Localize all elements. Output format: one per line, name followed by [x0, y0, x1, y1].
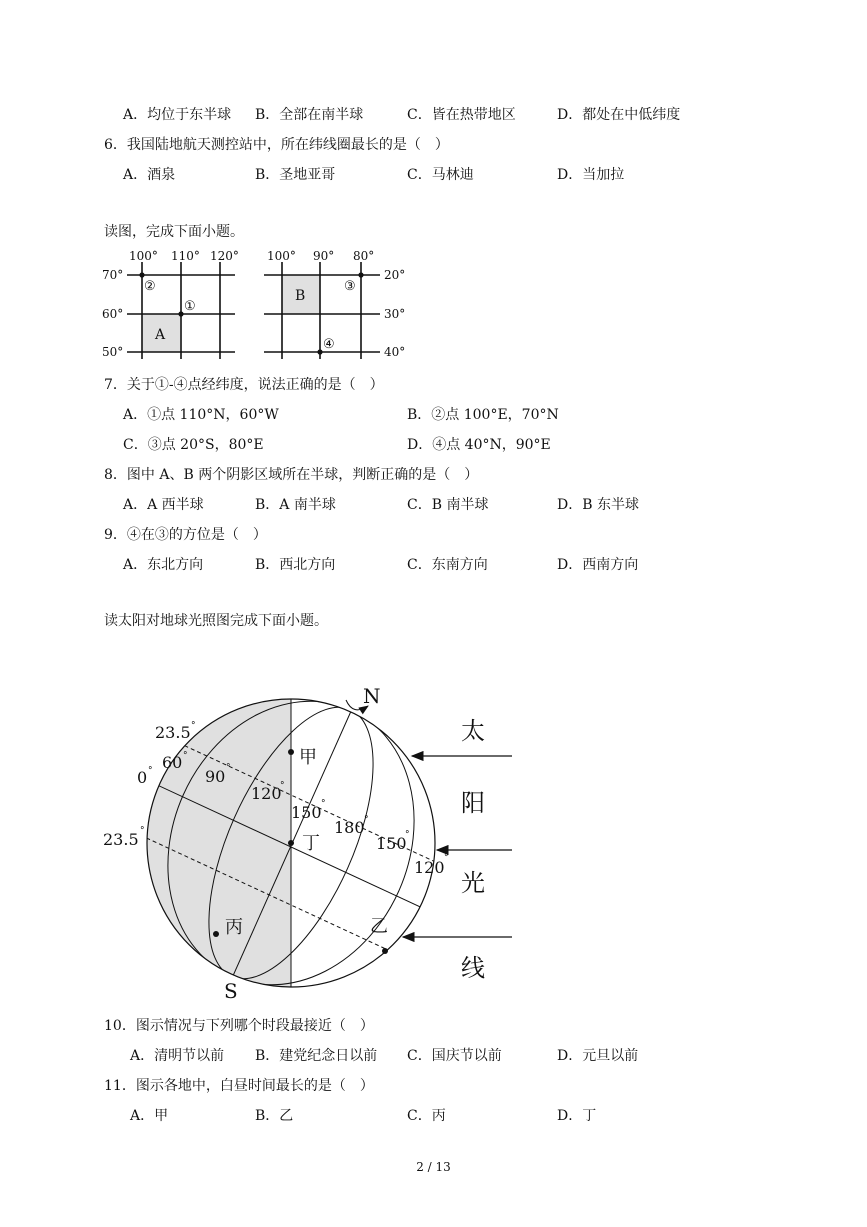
q5-option-b: B．全部在南半球 — [255, 107, 364, 123]
q10-stem: 10．图示情况与下列哪个时段最接近（ ） — [104, 1018, 374, 1034]
lat-label-23-5-north: 23.5 — [155, 723, 191, 742]
left-top-label-120: 120° — [210, 249, 239, 263]
point-4-label: ④ — [323, 337, 335, 352]
q8-option-a: A．A 西半球 — [123, 497, 204, 513]
place-bing-label: 丙 — [225, 917, 243, 938]
point-4-dot — [317, 349, 322, 354]
sunlight-char-1: 太 — [461, 717, 485, 745]
right-top-label-80: 80° — [353, 249, 375, 263]
lat-lon-grid-figure — [100, 244, 420, 366]
place-jia-dot — [288, 749, 294, 755]
lat-label-60: 60 — [162, 753, 183, 772]
left-side-label-50: 50° — [102, 345, 124, 359]
lat-label-0: 0 — [137, 768, 148, 787]
place-yi-label: 乙 — [370, 916, 388, 937]
q9-option-d: D．西南方向 — [557, 557, 639, 573]
right-top-label-100: 100° — [267, 249, 296, 263]
left-top-label-100: 100° — [129, 249, 158, 263]
right-top-label-90: 90° — [313, 249, 335, 263]
lat-degree-5: ° — [140, 826, 145, 836]
place-ding-dot — [288, 840, 294, 846]
q9-stem: 9．④在③的方位是（ ） — [104, 527, 267, 543]
left-side-label-60: 60° — [102, 307, 124, 321]
lat-degree-4: ° — [226, 763, 231, 773]
q6-option-a: A．酒泉 — [123, 167, 176, 183]
place-yi-dot — [382, 948, 388, 954]
point-3-label: ③ — [344, 279, 356, 294]
q5-option-d: D．都处在中低纬度 — [557, 107, 681, 123]
q11-option-d: D．丁 — [557, 1108, 597, 1124]
left-top-label-110: 110° — [171, 249, 200, 263]
q6-option-b: B．圣地亚哥 — [255, 167, 336, 183]
lat-degree-1: ° — [191, 721, 196, 731]
place-bing-dot — [213, 931, 219, 937]
page-number: 2 / 13 — [416, 1160, 451, 1174]
lat-label-23-5-south: 23.5 — [103, 830, 139, 849]
q6-stem: 6．我国陆地航天测控站中，所在纬线圈最长的是（ ） — [104, 137, 449, 153]
north-pole-label: N — [363, 684, 381, 708]
lon-label-150-right: 150 — [376, 834, 407, 853]
q10-option-b: B．建党纪念日以前 — [255, 1048, 378, 1064]
q9-option-a: A．东北方向 — [123, 557, 204, 573]
sunlight-char-2: 阳 — [461, 789, 485, 817]
region-a-label: A — [155, 327, 166, 343]
q11-stem: 11．图示各地中，白昼时间最长的是（ ） — [104, 1078, 374, 1094]
q8-option-d: D．B 东半球 — [557, 497, 639, 513]
lon-label-120-left: 120 — [251, 784, 282, 803]
sunlight-char-4: 线 — [461, 954, 485, 982]
point-2-dot — [139, 272, 144, 277]
lon-degree-5: ° — [444, 853, 449, 863]
q7-option-a: A．①点 110°N，60°W — [123, 407, 279, 423]
q7-option-c: C．③点 20°S，80°E — [123, 437, 264, 453]
lon-degree-1: ° — [280, 781, 285, 791]
place-ding-label: 丁 — [302, 833, 320, 854]
lon-label-150-left: 150 — [291, 803, 322, 822]
earth-illumination-figure — [95, 680, 525, 1010]
point-1-dot — [178, 311, 183, 316]
q7-stem: 7．关于①-④点经纬度，说法正确的是（ ） — [104, 377, 384, 393]
lon-label-180: 180 — [334, 818, 365, 837]
right-side-label-30: 30° — [384, 307, 406, 321]
q7-option-d: D．④点 40°N，90°E — [407, 437, 551, 453]
lon-degree-3: ° — [364, 815, 369, 825]
q11-option-b: B．乙 — [255, 1108, 294, 1124]
q9-option-b: B．西北方向 — [255, 557, 336, 573]
right-side-label-40: 40° — [384, 345, 406, 359]
q10-option-d: D．元旦以前 — [557, 1048, 639, 1064]
q8-stem: 8．图中 A、B 两个阴影区域所在半球，判断正确的是（ ） — [104, 467, 479, 483]
q10-option-a: A．清明节以前 — [130, 1048, 225, 1064]
lon-degree-4: ° — [405, 830, 410, 840]
q9-option-c: C．东南方向 — [407, 557, 488, 573]
point-1-label: ① — [184, 299, 196, 314]
q8-option-c: C．B 南半球 — [407, 497, 489, 513]
region-b-label: B — [295, 288, 306, 304]
sunlight-char-3: 光 — [461, 869, 485, 897]
point-2-label: ② — [144, 279, 156, 294]
lon-label-120-right: 120 — [414, 858, 445, 877]
left-side-label-70: 70° — [102, 268, 124, 282]
lat-degree-2: ° — [183, 751, 188, 761]
q11-option-a: A．甲 — [130, 1108, 169, 1124]
lat-label-90: 90 — [205, 767, 226, 786]
q6-option-d: D．当加拉 — [557, 167, 625, 183]
q11-option-c: C．丙 — [407, 1108, 446, 1124]
q5-option-c: C．皆在热带地区 — [407, 107, 516, 123]
q10-option-c: C．国庆节以前 — [407, 1048, 502, 1064]
intro-grid: 读图，完成下面小题。 — [104, 224, 244, 240]
q7-option-b: B．②点 100°E，70°N — [407, 407, 559, 423]
point-3-dot — [358, 272, 363, 277]
q5-option-a: A．均位于东半球 — [123, 107, 232, 123]
south-pole-label: S — [224, 979, 238, 1003]
right-side-label-20: 20° — [384, 268, 406, 282]
q8-option-b: B．A 南半球 — [255, 497, 336, 513]
lat-degree-3: ° — [148, 766, 153, 776]
intro-globe: 读太阳对地球光照图完成下面小题。 — [104, 613, 328, 629]
q6-option-c: C．马林迪 — [407, 167, 474, 183]
place-jia-label: 甲 — [299, 747, 317, 768]
lon-degree-2: ° — [321, 799, 326, 809]
